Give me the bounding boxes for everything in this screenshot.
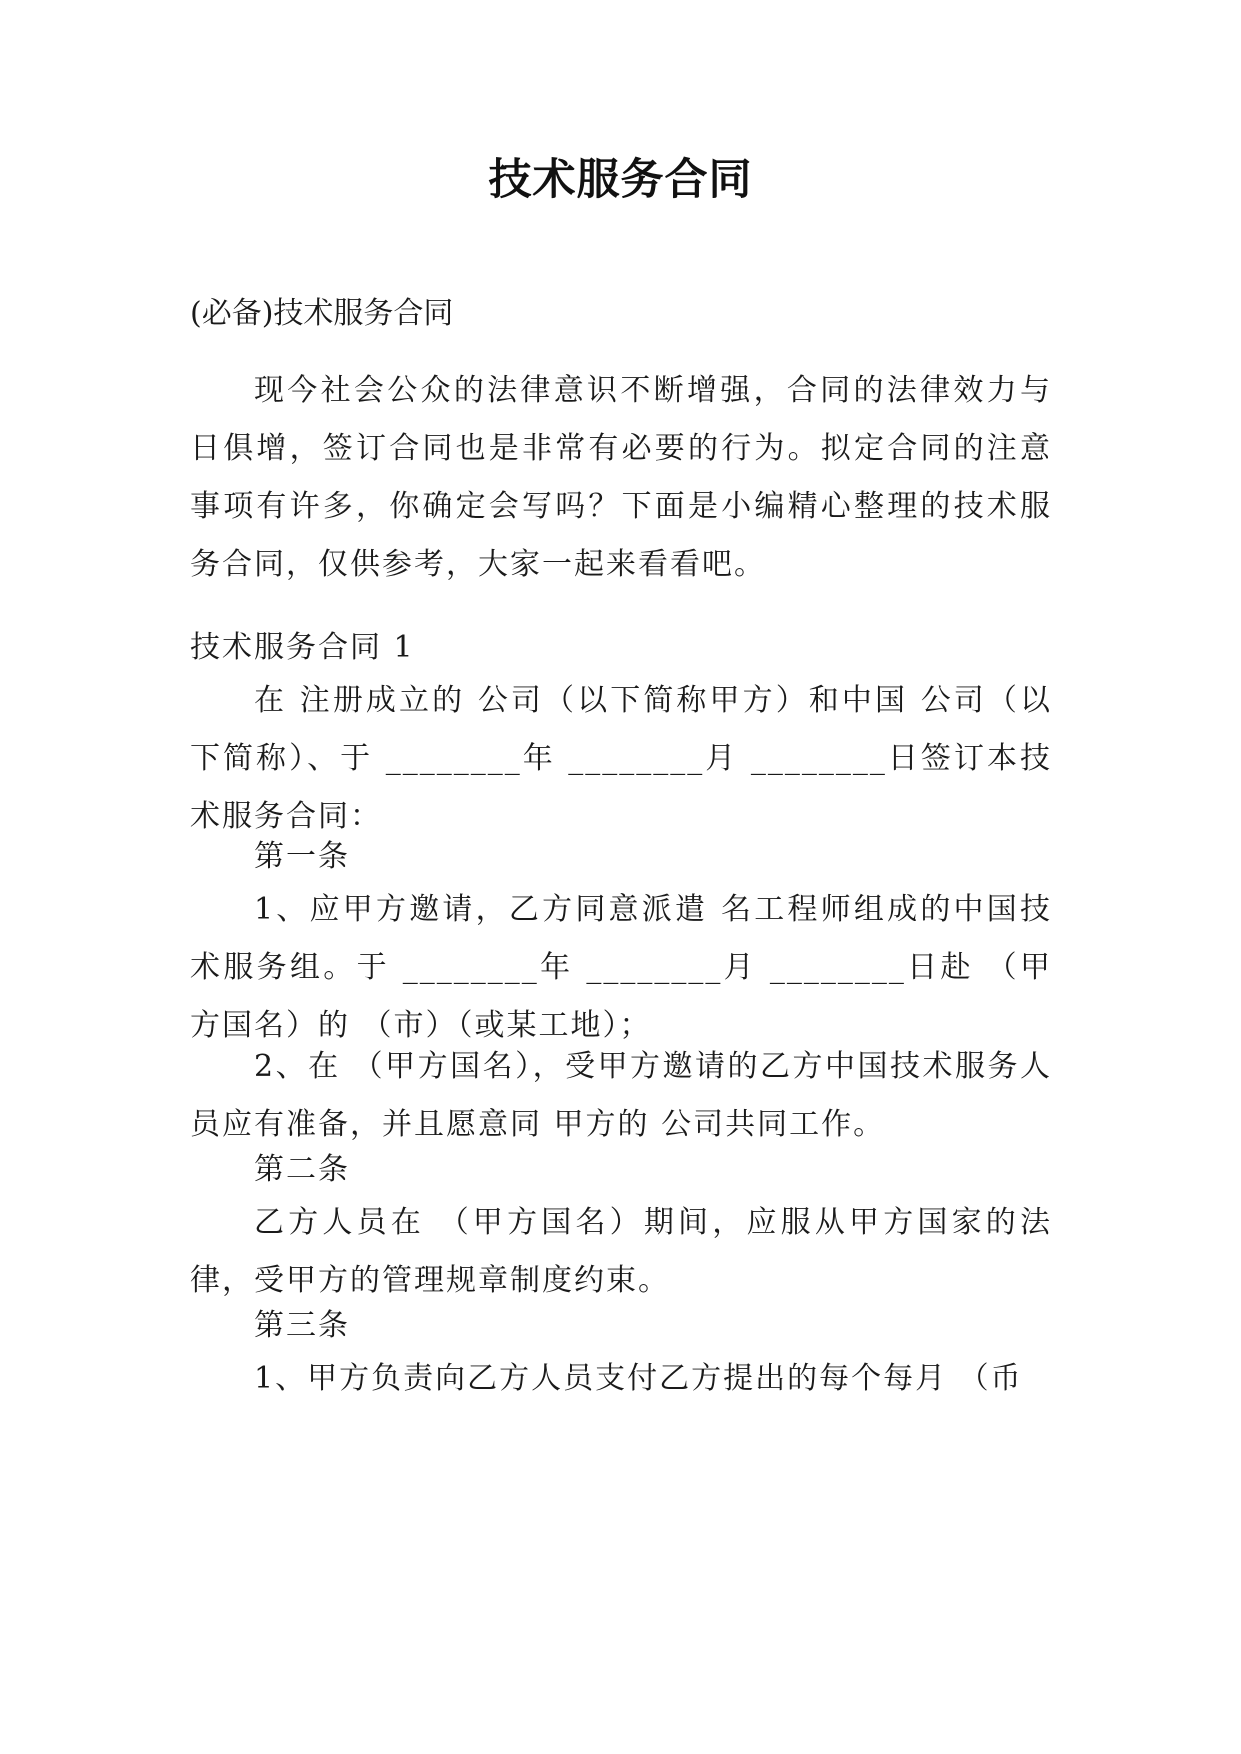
document-subtitle: (必备)技术服务合同 [190, 296, 454, 331]
section-title: 技术服务合同 1 [190, 630, 415, 665]
article-1-item-1: 1、应甲方邀请，乙方同意派遣 名工程师组成的中国技术服务组。于 ________年 ________月 ________日赴 （甲方国名）的 （市）（或某工地）； [190, 892, 1052, 1043]
article-2-text: 乙方人员在 （甲方国名）期间，应服从甲方国家的法律，受甲方的管理规章制度约束。 [190, 1205, 1052, 1298]
article-3-item-1: 1、甲方负责向乙方人员支付乙方提出的每个每月 （币 [254, 1361, 1023, 1396]
article-1-heading: 第一条 [254, 839, 350, 874]
document-title: 技术服务合同 [488, 155, 753, 205]
preamble-paragraph: 在 注册成立的 公司（以下简称甲方）和中国 公司（以下简称）、于 ________年 ________月 ________日签订本技术服务合同： [190, 683, 1052, 834]
intro-paragraph: 现今社会公众的法律意识不断增强，合同的法律效力与日俱增，签订合同也是非常有必要的行为。拟定合同的注意事项有许多，你确定会写吗？下面是小编精心整理的技术服务合同，仅供参考，大家一起来看看吧。 [190, 373, 1052, 582]
article-1-item-2: 2、在 （甲方国名），受甲方邀请的乙方中国技术服务人员应有准备，并且愿意同 甲方的 公司共同工作。 [190, 1049, 1052, 1142]
article-2-heading: 第二条 [254, 1152, 350, 1187]
article-3-heading: 第三条 [254, 1308, 350, 1343]
